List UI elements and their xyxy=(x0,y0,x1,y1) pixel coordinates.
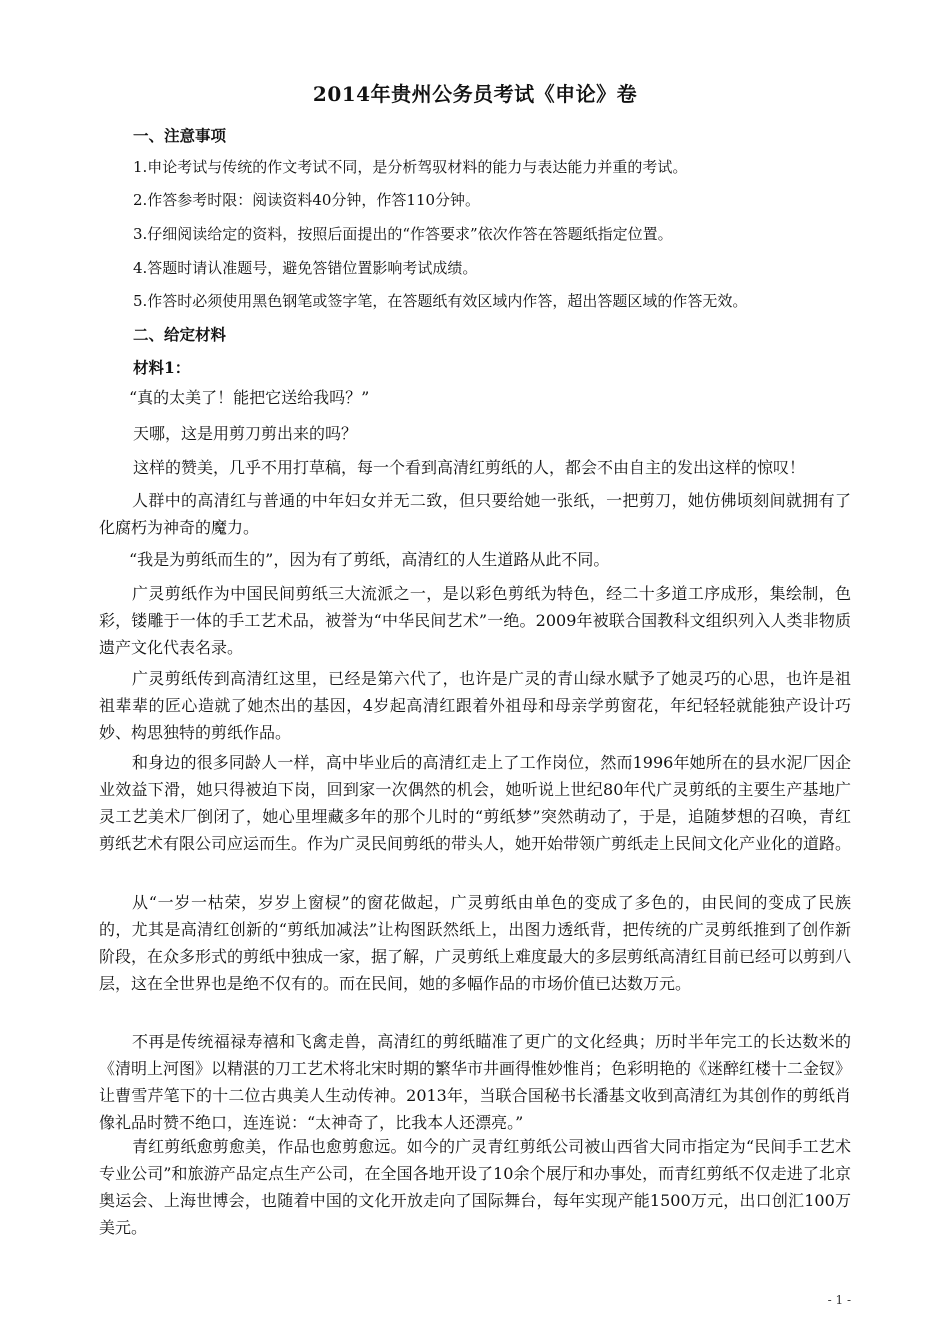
paragraph: 这样的赞美，几乎不用打草稿，每一个看到高清红剪纸的人，都会不由自主的发出这样的惊叹！ xyxy=(133,458,806,477)
paragraph: “我是为剪纸而生的”，因为有了剪纸，高清红的人生道路从此不同。 xyxy=(129,550,610,569)
note-item: 2.作答参考时限：阅读资料40分钟，作答110分钟。 xyxy=(133,191,481,209)
section-heading-materials: 二、给定材料 xyxy=(133,325,227,344)
note-item: 3.仔细阅读给定的资料，按照后面提出的“作答要求”依次作答在答题纸指定位置。 xyxy=(133,225,673,243)
note-item: 4.答题时请认准题号，避免答错位置影响考试成绩。 xyxy=(133,259,478,277)
paragraph: 和身边的很多同龄人一样，高中毕业后的高清红走上了工作岗位，然而1996年她所在的县水泥厂因企业效益下滑，她只得被迫下岗，回到家一次偶然的机会，她听说上世纪80年代广灵剪纸的主要生产基地广灵工艺美术厂倒闭了，她心里埋藏多年的那个儿时的“剪纸梦”突然萌动了，于是，追随梦想的召唤，青红剪纸艺术有限公司应运而生。作为广灵民间剪纸的带头人，她开始带领广剪纸走上民间文化产业化的道路。 xyxy=(99,753,852,853)
page-number: - 1 - xyxy=(827,1293,851,1307)
paragraph: 天哪，这是用剪刀剪出来的吗？ xyxy=(133,424,358,443)
paragraph: 不再是传统福禄寿禧和飞禽走兽，高清红的剪纸瞄准了更广的文化经典；历时半年完工的长达数米的《清明上河图》以精湛的刀工艺术将北宋时期的繁华市井画得惟妙惟肖；色彩明艳的《迷醉红楼十二金钗》让曹雪芹笔下的十二位古典美人生动传神。2013年，当联合国秘书长潘基文收到高清红为其创作的剪纸肖像礼品时赞不绝口，连连说：“太神奇了，比我本人还漂亮。” xyxy=(99,1032,852,1132)
paragraph: 从“一岁一枯荣，岁岁上窗棂”的窗花做起，广灵剪纸由单色的变成了多色的，由民间的变成了民族的，尤其是高清红创新的“剪纸加减法”让构图跃然纸上，出图力透纸背，把传统的广灵剪纸推到了创作新阶段，在众多形式的剪纸中独成一家，据了解，广灵剪纸上难度最大的多层剪纸高清红目前已经可以剪到八层，这在全世界也是绝不仅有的。而在民间，她的多幅作品的市场价值已达数万元。 xyxy=(99,893,852,993)
paragraph: 人群中的高清红与普通的中年妇女并无二致，但只要给她一张纸，一把剪刀，她仿佛顷刻间就拥有了化腐朽为神奇的魔力。 xyxy=(99,491,851,537)
paragraph: 广灵剪纸传到高清红这里，已经是第六代了，也许是广灵的青山绿水赋予了她灵巧的心思，也许是祖祖辈辈的匠心造就了她杰出的基因，4岁起高清红跟着外祖母和母亲学剪窗花，年纪轻轻就能独产设计巧妙、构思独特的剪纸作品。 xyxy=(99,669,851,742)
document-title: 2014年贵州公务员考试《申论》卷 xyxy=(312,82,638,106)
section-heading-notes: 一、注意事项 xyxy=(133,126,227,145)
paragraph: “真的太美了！能把它送给我吗？” xyxy=(129,388,370,407)
material-label: 材料1： xyxy=(133,358,191,377)
paragraph: 青红剪纸愈剪愈美，作品也愈剪愈远。如今的广灵青红剪纸公司被山西省大同市指定为“民间手工艺术专业公司”和旅游产品定点生产公司，在全国各地开设了10余个展厅和办事处，而青红剪纸不仅走进了北京奥运会、上海世博会，也随着中国的文化开放走向了国际舞台，每年实现产能1500万元，出口创汇100万美元。 xyxy=(99,1137,851,1237)
note-item: 5.作答时必须使用黑色钢笔或签字笔，在答题纸有效区域内作答，超出答题区域的作答无效。 xyxy=(133,292,748,310)
paragraph: 广灵剪纸作为中国民间剪纸三大流派之一，是以彩色剪纸为特色，经二十多道工序成形，集绘制，色彩，镂雕于一体的手工艺术品，被誉为“中华民间艺术”一绝。2009年被联合国教科文组织列入人类非物质遗产文化代表名录。 xyxy=(99,584,851,657)
note-item: 1.申论考试与传统的作文考试不同，是分析驾驭材料的能力与表达能力并重的考试。 xyxy=(133,158,688,176)
